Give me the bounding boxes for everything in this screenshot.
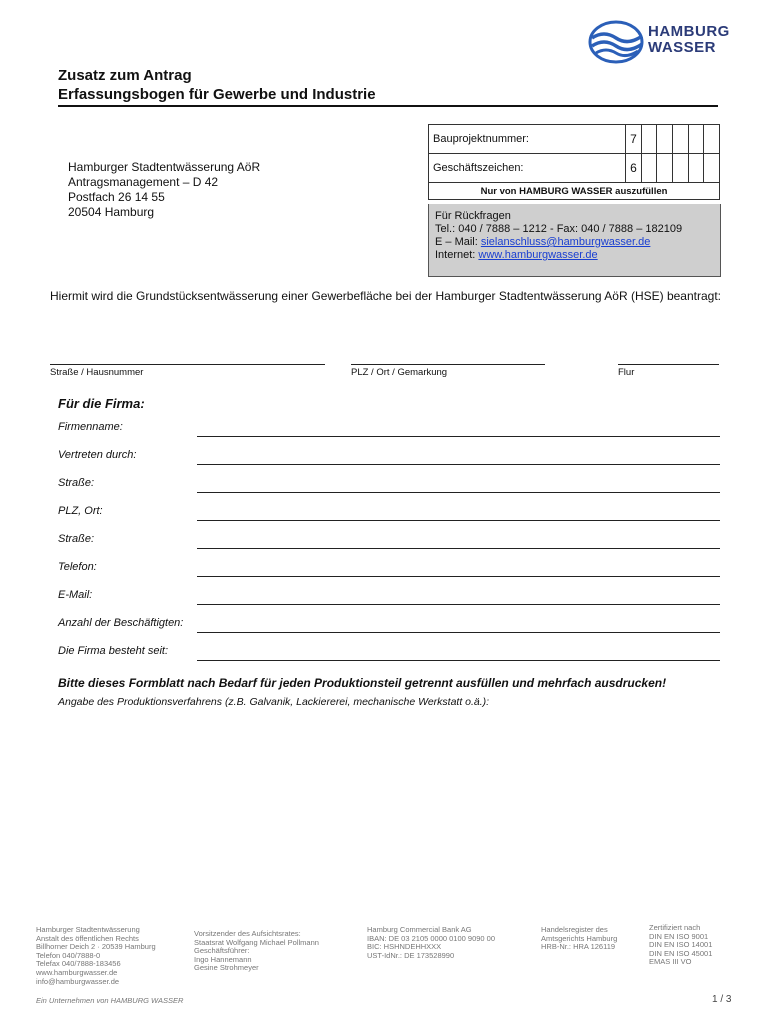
vertreten-row: Vertreten durch: bbox=[58, 449, 720, 465]
page-number: 1 / 3 bbox=[712, 994, 732, 1005]
internal-use-note: Nur von HAMBURG WASSER auszufüllen bbox=[429, 183, 720, 200]
strasse2-row: Straße: bbox=[58, 533, 720, 549]
contact-email-row: E – Mail: sielanschluss@hamburgwasser.de bbox=[435, 236, 651, 248]
recipient-address: Hamburger Stadtentwässerung AöR Antragsmanagement – D 42 Postfach 26 14 55 20504 Hamburg bbox=[68, 160, 261, 219]
bauprojekt-digit: 7 bbox=[626, 125, 642, 154]
geschaeft-digit-box[interactable] bbox=[673, 154, 689, 183]
vertreten-input[interactable] bbox=[197, 464, 720, 465]
bauprojekt-digit-box[interactable] bbox=[657, 125, 673, 154]
geschaeft-digit-box[interactable] bbox=[641, 154, 657, 183]
geschaeft-digit-box[interactable] bbox=[688, 154, 704, 183]
page-title: Zusatz zum Antrag Erfassungsbogen für Gewerbe und Industrie bbox=[58, 66, 718, 107]
telefon-input[interactable] bbox=[197, 576, 720, 577]
id-number-table bbox=[428, 124, 720, 200]
bauprojekt-label: Bauprojektnummer: bbox=[429, 125, 626, 154]
production-process-area[interactable] bbox=[58, 714, 720, 904]
flur-field[interactable]: Flur bbox=[618, 364, 719, 378]
production-process-label: Angabe des Produktionsverfahrens (z.B. Galvanik, Lackiererei, mechanische Werkstatt o.ä.): bbox=[58, 696, 490, 708]
contact-tel: Tel.: 040 / 7888 – 1212 - Fax: 040 / 7888 – 182109 bbox=[435, 223, 683, 235]
wave-logo-icon bbox=[588, 20, 646, 64]
strasse2-input[interactable] bbox=[197, 548, 720, 549]
email-link[interactable]: sielanschluss@hamburgwasser.de bbox=[480, 236, 651, 248]
website-link[interactable]: www.hamburgwasser.de bbox=[478, 249, 598, 261]
duplicate-form-warning: Bitte dieses Formblatt nach Bedarf für jeden Produktionsteil getrennt ausfüllen und mehrfach ausdrucken! bbox=[58, 676, 667, 690]
footer-register: Handelsregister des Amtsgerichts Hamburg HRB-Nr.: HRA 126119 bbox=[541, 925, 618, 952]
contact-internet-row: Internet: www.hamburgwasser.de bbox=[435, 249, 598, 261]
email-input[interactable] bbox=[197, 604, 720, 605]
bauprojekt-digit-box[interactable] bbox=[688, 125, 704, 154]
geschaeft-digit: 6 bbox=[626, 154, 642, 183]
hamburg-wasser-logo bbox=[588, 20, 738, 64]
bauprojekt-digit-box[interactable] bbox=[704, 125, 720, 154]
footer-tagline: Ein Unternehmen von HAMBURG WASSER bbox=[36, 996, 184, 1005]
footer-board: Vorsitzender des Aufsichtsrates: Staatsrat Wolfgang Michael Pollmann Geschäftsführer: Ingo Hannemann Gesine Strohmeyer bbox=[194, 929, 319, 973]
contact-box bbox=[428, 204, 721, 277]
plz-ort-input[interactable] bbox=[197, 520, 720, 521]
beschaeftigte-row: Anzahl der Beschäftigten: bbox=[58, 617, 720, 633]
firma-heading: Für die Firma: bbox=[58, 396, 145, 411]
footer-company: Hamburger Stadtentwässerung Anstalt des öffentlichen Rechts Billhorner Deich 2 · 20539 Hamburg Telefon 040/7888-0 Telefax 040/7888-183456 www.hamburgwasser.de info@hamburgwasser.de bbox=[36, 925, 156, 986]
besteht-seit-row: Die Firma besteht seit: bbox=[58, 645, 720, 661]
firmenname-input[interactable] bbox=[197, 436, 720, 437]
footer-bank: Hamburg Commercial Bank AG IBAN: DE 03 2105 0000 0100 9090 00 BIC: HSHNDEHHXXX UST-IdNr.: DE 173528990 bbox=[367, 925, 496, 960]
firmenname-row: Firmenname: bbox=[58, 421, 720, 437]
telefon-row: Telefon: bbox=[58, 561, 720, 577]
street-field[interactable]: Straße / Hausnummer bbox=[50, 364, 325, 378]
geschaeft-digit-box[interactable] bbox=[657, 154, 673, 183]
besteht-seit-input[interactable] bbox=[197, 660, 720, 661]
strasse-input[interactable] bbox=[197, 492, 720, 493]
geschaeft-label: Geschäftszeichen: bbox=[429, 154, 626, 183]
geschaeft-digit-box[interactable] bbox=[704, 154, 720, 183]
intro-text: Hiermit wird die Grundstücksentwässerung einer Gewerbefläche bei der Hamburger Stadtentwässerung AöR (HSE) beantragt: bbox=[50, 289, 721, 303]
email-row: E-Mail: bbox=[58, 589, 720, 605]
footer-certifications: Zertifiziert nach DIN EN ISO 9001 DIN EN ISO 14001 DIN EN ISO 45001 EMAS III VO bbox=[649, 923, 713, 967]
strasse-row: Straße: bbox=[58, 477, 720, 493]
bauprojekt-digit-box[interactable] bbox=[673, 125, 689, 154]
plz-ort-row: PLZ, Ort: bbox=[58, 505, 720, 521]
contact-heading: Für Rückfragen bbox=[435, 210, 511, 222]
plz-field[interactable]: PLZ / Ort / Gemarkung bbox=[351, 364, 545, 378]
logo-wordmark: HAMBURG WASSER bbox=[648, 23, 730, 56]
bauprojekt-digit-box[interactable] bbox=[641, 125, 657, 154]
beschaeftigte-input[interactable] bbox=[197, 632, 720, 633]
